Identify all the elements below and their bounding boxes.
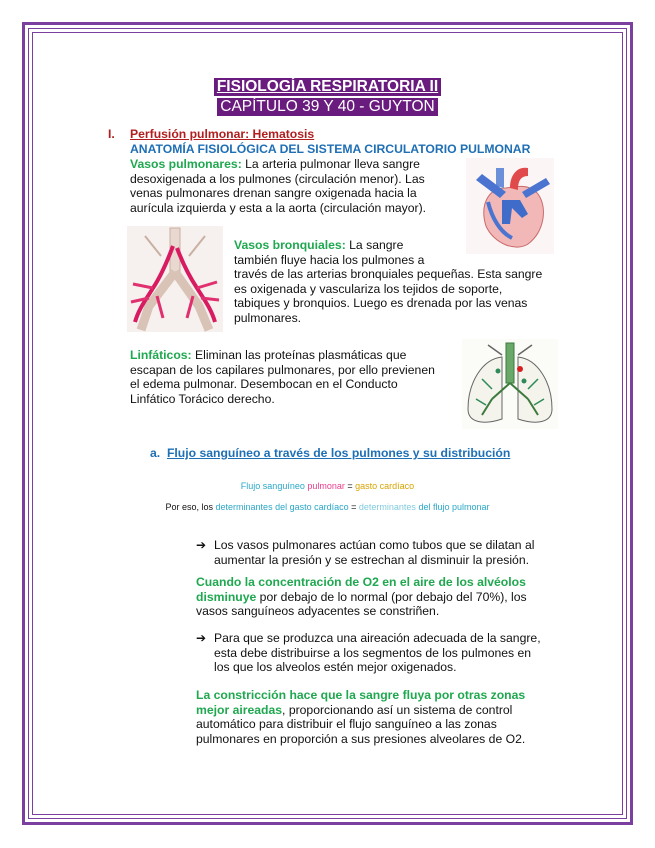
vasos-pulmonares-paragraph: Vasos pulmonares: La arteria pulmonar lleva sangre desoxigenada a los pulmones (circulación menor). Las venas pulmonares drenan sangre oxigenada hacia la aurícula izquierda y esta a la aorta (circulación mayor). xyxy=(130,157,427,215)
constriccion-paragraph: La constricción hace que la sangre fluya por otras zonas mejor aireadas, proporcionando así un sistema de control automático para distribuir el flujo sanguíneo a las zonas pulmonares en proporción a sus presiones alveolares de O2. xyxy=(196,688,526,746)
bronchial-vessels-illustration xyxy=(127,226,223,332)
main-title: FISIOLOGÍA RESPIRATORIA II xyxy=(214,78,441,96)
title-block xyxy=(0,78,655,116)
vasos-pulmonares-term: Vasos pulmonares: xyxy=(130,157,242,171)
arrow-icon: ➔ xyxy=(196,538,207,552)
o2-concentration-paragraph: Cuando la concentración de O2 en el aire de los alvéolos disminuye por debajo de lo normal (por debajo del 70%), los vasos sanguíneos adyacentes se constriñen. xyxy=(196,575,527,619)
formula-flujo: Flujo sanguíneo pulmonar = gasto cardíaco xyxy=(240,481,415,491)
bullet-aireacion: ➔ Para que se produzca una aireación adecuada de la sangre, esta debe distribuirse a los segmentos de los pulmones en los que los alveolos estén mejor oxigenados. xyxy=(196,631,541,675)
linfaticos-paragraph: Linfáticos: Eliminan las proteínas plasmáticas que escapan de los capilares pulmonares, por ello previenen el edema pulmonar. Desembocan en el Conducto Linfático Torácico derecho. xyxy=(130,348,435,406)
vasos-bronquiales-term: Vasos bronquiales: xyxy=(234,238,346,252)
arrow-icon: ➔ xyxy=(196,631,207,645)
linfaticos-term: Linfáticos: xyxy=(130,348,192,362)
bullet-vasos-tubos: ➔ Los vasos pulmonares actúan como tubos que se dilatan al aumentar la presión y se estrechan al disminuir la presión. xyxy=(196,538,535,567)
formula-determinantes: Por eso, los determinantes del gasto cardíaco = determinantes del flujo pulmonar xyxy=(165,502,490,512)
section-heading: Perfusión pulmonar: Hematosis xyxy=(130,127,315,141)
section-numeral: I. xyxy=(108,127,115,141)
vasos-bronquiales-paragraph: Vasos bronquiales: La sangre también fluye hacia los pulmones a través de las arterias bronquiales pequeñas. Esta sangre es oxigenada y vasculariza los tejidos de soporte, tabiques y bronquios. Luego es drenada por las venas pulmonares. xyxy=(234,238,543,325)
section-subheading: ANATOMÍA FISIOLÓGICA DEL SISTEMA CIRCULATORIO PULMONAR xyxy=(130,142,531,156)
chapter-title: CAPÍTULO 39 Y 40 - GUYTON xyxy=(217,98,438,116)
lymphatic-lungs-illustration xyxy=(462,339,558,429)
subsection-a-heading: a. Flujo sanguíneo a través de los pulmones y su distribución xyxy=(150,446,511,460)
